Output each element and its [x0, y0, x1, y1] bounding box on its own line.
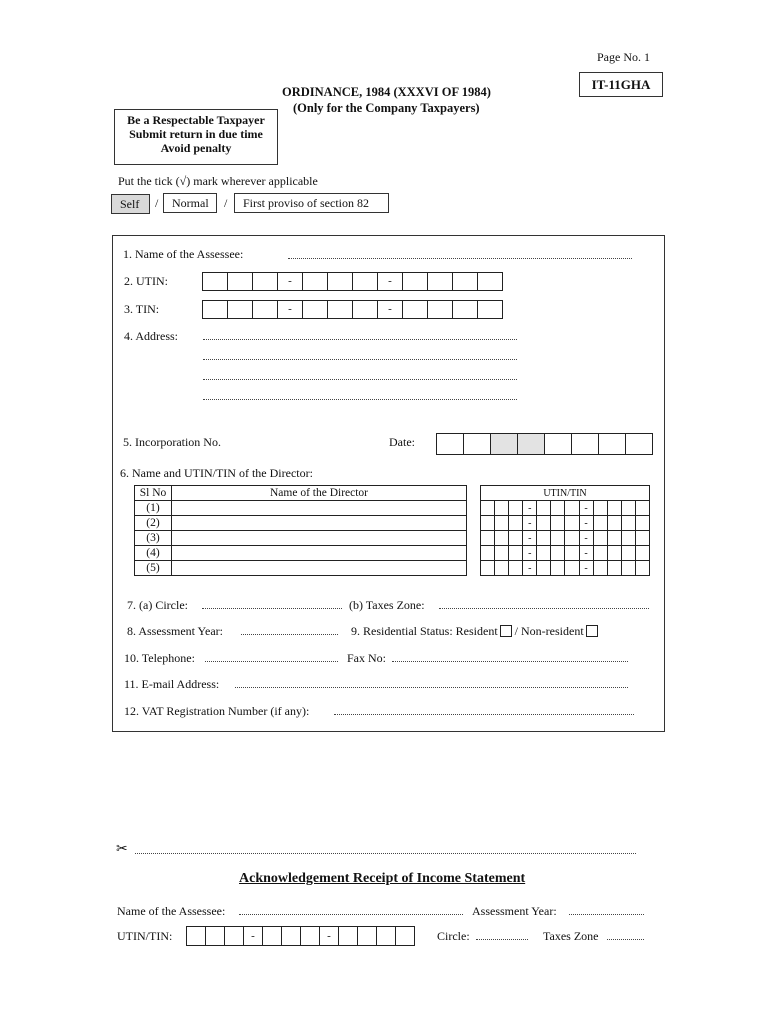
sl-no: (2) [135, 516, 172, 531]
residential-status-text: 9. Residential Status: [351, 624, 453, 638]
dash: - [277, 272, 303, 291]
non-resident-checkbox[interactable] [586, 625, 598, 637]
receipt-year-field[interactable] [569, 914, 644, 915]
slogan-line: Submit return in due time [129, 127, 263, 141]
table-row [481, 531, 650, 546]
address-line[interactable] [203, 359, 517, 360]
non-resident-label: / Non-resident [514, 624, 584, 638]
dash: - [523, 501, 537, 516]
slogan-box [114, 109, 278, 165]
assessee-name-label: 1. Name of the Assessee: [123, 247, 244, 261]
receipt-circle-label: Circle: [437, 929, 470, 943]
sl-no: (5) [135, 561, 172, 576]
fax-field[interactable] [392, 661, 628, 662]
page-number: Page No. 1 [597, 50, 650, 64]
resident-label: Resident [455, 624, 498, 638]
utin-header: UTIN/TIN [481, 486, 650, 501]
address-label: 4. Address: [124, 329, 178, 343]
table-row [481, 516, 650, 531]
director-name-cell[interactable] [172, 561, 467, 576]
receipt-zone-label: Taxes Zone [543, 929, 599, 943]
dash: - [523, 561, 537, 576]
dash: - [579, 561, 593, 576]
slogan-line: Be a Respectable Taxpayer [127, 113, 265, 127]
sl-no: (1) [135, 501, 172, 516]
dash: - [523, 516, 537, 531]
telephone-label: 10. Telephone: [124, 651, 195, 665]
receipt-utin-field[interactable] [186, 926, 415, 946]
separator: / [155, 196, 159, 210]
director-name-cell[interactable] [172, 531, 467, 546]
sl-no-header: Sl No [135, 486, 172, 501]
tin-label: 3. TIN: [124, 302, 160, 316]
table-row [481, 501, 650, 516]
vat-field[interactable] [334, 714, 634, 715]
option-self[interactable]: Self [111, 194, 150, 214]
form-code: IT-11GHA [579, 72, 663, 97]
sl-no: (3) [135, 531, 172, 546]
address-line[interactable] [203, 379, 517, 380]
circle-label: 7. (a) Circle: [127, 598, 188, 612]
receipt-title: Acknowledgement Receipt of Income Statement [239, 871, 526, 886]
dash: - [579, 516, 593, 531]
receipt-utin-label: UTIN/TIN: [117, 929, 173, 943]
director-name-header: Name of the Director [172, 486, 467, 501]
assessment-year-field[interactable] [241, 634, 338, 635]
director-utin-table [480, 485, 650, 576]
dash: - [243, 926, 263, 946]
dash: - [579, 531, 593, 546]
fax-label: Fax No: [347, 651, 386, 665]
table-row [481, 561, 650, 576]
table-row [135, 501, 467, 516]
date-field[interactable] [436, 433, 653, 455]
tin-field[interactable] [202, 300, 503, 319]
table-row [135, 546, 467, 561]
ordinance-title: ORDINANCE, 1984 (XXXVI OF 1984) [282, 85, 491, 99]
ordinance-subtitle: (Only for the Company Taxpayers) [293, 101, 480, 115]
email-field[interactable] [235, 687, 628, 688]
dash: - [523, 531, 537, 546]
cut-line [135, 853, 636, 854]
assessment-year-label: 8. Assessment Year: [127, 624, 224, 638]
taxes-zone-field[interactable] [439, 608, 649, 609]
dash: - [319, 926, 339, 946]
receipt-name-field[interactable] [239, 914, 463, 915]
residential-status-label [351, 624, 598, 639]
dash: - [523, 546, 537, 561]
table-row [135, 531, 467, 546]
dash: - [377, 272, 403, 291]
assessee-name-field[interactable] [288, 258, 632, 259]
dash: - [579, 546, 593, 561]
table-row [481, 546, 650, 561]
telephone-field[interactable] [205, 661, 338, 662]
separator: / [224, 196, 228, 210]
receipt-zone-field[interactable] [607, 939, 644, 940]
dash: - [377, 300, 403, 319]
option-normal[interactable]: Normal [163, 193, 217, 213]
circle-field[interactable] [202, 608, 342, 609]
incorporation-label: 5. Incorporation No. [123, 435, 221, 449]
date-label: Date: [389, 435, 415, 449]
director-name-cell[interactable] [172, 546, 467, 561]
dash: - [277, 300, 303, 319]
utin-field[interactable] [202, 272, 503, 291]
director-name-cell[interactable] [172, 501, 467, 516]
taxes-zone-label: (b) Taxes Zone: [349, 598, 425, 612]
slogan-line: Avoid penalty [160, 141, 232, 155]
vat-label: 12. VAT Registration Number (if any): [124, 704, 310, 718]
option-first-proviso[interactable]: First proviso of section 82 [234, 193, 389, 213]
sl-no: (4) [135, 546, 172, 561]
resident-checkbox[interactable] [500, 625, 512, 637]
receipt-name-label: Name of the Assessee: [117, 904, 226, 918]
directors-label: 6. Name and UTIN/TIN of the Director: [120, 466, 313, 480]
receipt-circle-field[interactable] [476, 939, 528, 940]
table-row [135, 561, 467, 576]
address-line[interactable] [203, 339, 517, 340]
scissors-icon: ✂ [116, 841, 128, 857]
table-row [135, 516, 467, 531]
tick-instruction: Put the tick (√) mark wherever applicable [118, 174, 318, 188]
dash: - [579, 501, 593, 516]
email-label: 11. E-mail Address: [124, 677, 220, 691]
directors-table [134, 485, 467, 576]
utin-label: 2. UTIN: [124, 274, 168, 288]
address-line[interactable] [203, 399, 517, 400]
director-name-cell[interactable] [172, 516, 467, 531]
receipt-year-label: Assessment Year: [472, 904, 557, 918]
